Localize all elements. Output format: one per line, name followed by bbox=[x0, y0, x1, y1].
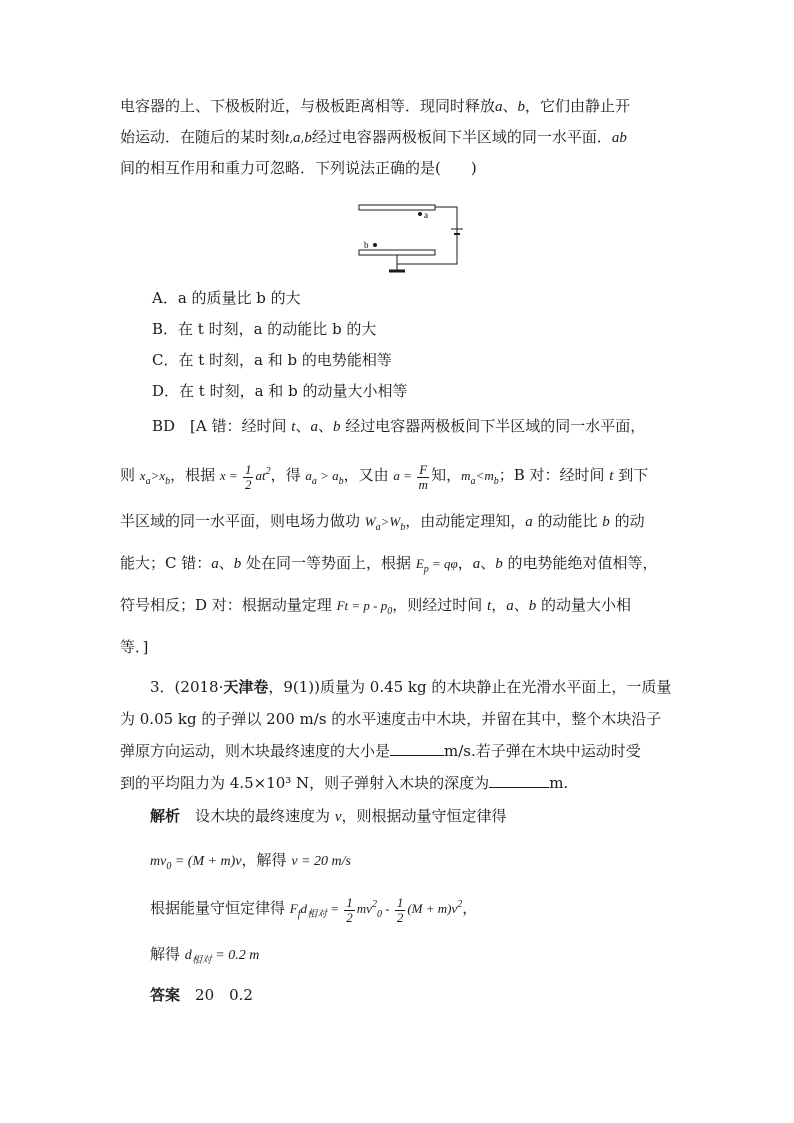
q2-stem-line3: 间的相互作用和重力可忽略．下列说法正确的是( ) bbox=[120, 159, 477, 177]
answer-value: 20 0.2 bbox=[195, 986, 253, 1004]
q3-line3 bbox=[120, 741, 641, 761]
text: 、 bbox=[502, 97, 518, 115]
q3-solution-line1 bbox=[150, 806, 507, 827]
text: 3．(2018· bbox=[150, 678, 224, 696]
var-a: a bbox=[310, 419, 318, 435]
text: 经过电容器两极板间下半区域的同一水平面． bbox=[311, 128, 612, 146]
text: ，则根据动量守恒定律得 bbox=[341, 807, 507, 825]
text: ， bbox=[457, 554, 473, 572]
text: ，解得 bbox=[241, 851, 292, 869]
particle-b bbox=[373, 243, 377, 247]
q2-stem-line2: 始运动．在随后的某时刻t,a,b经过电容器两极板间下半区域的同一水平面．ab bbox=[120, 128, 627, 146]
bottom-plate bbox=[359, 250, 435, 255]
text: ， bbox=[462, 899, 478, 917]
solution-label: 解析 bbox=[150, 807, 181, 825]
var-b: b bbox=[332, 419, 341, 435]
capacitor-figure bbox=[355, 190, 465, 280]
q3-line1 bbox=[150, 677, 671, 697]
text: ；B 对：经时间 bbox=[498, 466, 610, 484]
q3-line2: 为 0.05 kg 的子弹以 200 m/s 的水平速度击中木块，并留在其中，整个木块沿子 bbox=[120, 710, 662, 728]
q3-answer bbox=[150, 985, 253, 1005]
label-a: a bbox=[424, 210, 428, 220]
var-a: a bbox=[495, 99, 503, 115]
q3-solution-line4 bbox=[150, 944, 259, 971]
formula-d-result: $d_{相对} = 0.2$ m bbox=[184, 948, 260, 966]
text: ，则经过时间 bbox=[392, 596, 488, 614]
text: 的电势能绝对值相等， bbox=[502, 554, 658, 572]
var-b: b bbox=[602, 514, 610, 530]
text: ，根据 bbox=[170, 466, 220, 484]
formula-ma-lt-mb: $m_a<m_b$ bbox=[461, 468, 499, 487]
text: 电容器的上、下极板附近，与极板距离相等．现同时释放 bbox=[120, 97, 496, 115]
formula-x-half-at2: x = $\frac{1}{2}$ $at^2$ bbox=[219, 461, 271, 492]
q2-answer-line6: 等．] bbox=[120, 638, 149, 656]
var-ab: ab bbox=[611, 130, 627, 146]
var-b: b bbox=[517, 99, 526, 115]
text: ， bbox=[491, 596, 507, 614]
q2-answer-line1 bbox=[152, 416, 645, 437]
text: 始运动．在随后的某时刻 bbox=[120, 128, 286, 146]
text: ，由动能定理知， bbox=[405, 512, 526, 530]
var-t: t bbox=[285, 130, 290, 146]
option-c: C．在 t 时刻，a 和 b 的电势能相等 bbox=[152, 351, 392, 369]
label-b: b bbox=[364, 240, 369, 250]
q2-answer-line3 bbox=[120, 511, 645, 538]
formula-ep-q-phi: $E_p = q\varphi$ bbox=[415, 556, 458, 575]
text: ，9(1))质量为 0.45 kg 的木块静止在光滑水平面上，一质量 bbox=[268, 678, 672, 696]
text: 能大；C 错： bbox=[120, 554, 212, 572]
text: 设木块的最终速度为 bbox=[195, 807, 335, 825]
formula-v-result: v = 20 m/s bbox=[291, 854, 351, 869]
text: 的动能比 bbox=[532, 512, 603, 530]
text: ，得 bbox=[270, 466, 306, 484]
q3-solution-line2 bbox=[150, 850, 351, 877]
text: 弹原方向运动，则木块最终速度的大小是 bbox=[120, 742, 391, 760]
text: 根据能量守恒定律得 bbox=[150, 899, 290, 917]
text: m. bbox=[549, 774, 569, 792]
var-a: a bbox=[472, 556, 481, 572]
option-a: A．a 的质量比 b 的大 bbox=[152, 289, 301, 307]
answer-blank-1 bbox=[390, 741, 444, 756]
text: 、 bbox=[317, 417, 333, 435]
var-b: b bbox=[304, 130, 312, 146]
text: 经过电容器两极板间下半区域的同一水平面， bbox=[340, 417, 646, 435]
formula-aa-gt-ab: $a_a > a_b$ bbox=[305, 468, 344, 487]
text: BD [A 错：经时间 bbox=[152, 417, 292, 435]
text: m/s.若子弹在木块中运动时受 bbox=[444, 742, 641, 760]
option-b: B．在 t 时刻，a 的动能比 b 的大 bbox=[152, 320, 377, 338]
text: 、 bbox=[513, 596, 529, 614]
var-a: a bbox=[293, 130, 301, 146]
particle-a bbox=[418, 212, 422, 216]
q3-line4 bbox=[120, 773, 568, 793]
text: 、 bbox=[295, 417, 311, 435]
text: 半区域的同一水平面，则电场力做功 bbox=[120, 512, 365, 530]
var-t: t bbox=[487, 598, 492, 614]
option-d: D．在 t 时刻，a 和 b 的动量大小相等 bbox=[152, 382, 408, 400]
text: 到下 bbox=[613, 466, 649, 484]
text: 知， bbox=[431, 466, 462, 484]
var-b: b bbox=[528, 598, 537, 614]
answer-label: 答案 bbox=[150, 986, 181, 1004]
text: 、 bbox=[218, 554, 234, 572]
q2-answer-line4 bbox=[120, 553, 658, 580]
var-a: a bbox=[211, 556, 219, 572]
formula-momentum: $mv_0 = (M + m)v$ bbox=[150, 854, 242, 872]
var-b: b bbox=[495, 556, 503, 572]
q2-answer-line2 bbox=[120, 460, 648, 494]
var-t: t bbox=[609, 468, 614, 484]
text: 处在同一等势面上，根据 bbox=[241, 554, 416, 572]
text: 的动 bbox=[609, 512, 645, 530]
q3-solution-line3 bbox=[150, 891, 477, 929]
source-label: 天津卷 bbox=[223, 678, 269, 696]
var-a: a bbox=[506, 598, 514, 614]
text: 、 bbox=[480, 554, 496, 572]
formula-a-f-over-m: a = $\frac{F}{m}$ bbox=[393, 461, 428, 492]
text: 符号相反；D 对：根据动量定理 bbox=[120, 596, 337, 614]
text: ，又由 bbox=[343, 466, 394, 484]
q2-answer-line5 bbox=[120, 595, 631, 622]
text: 的动量大小相 bbox=[536, 596, 631, 614]
text: 到的平均阻力为 4.5×10³ N，则子弹射入木块的深度为 bbox=[120, 774, 490, 792]
var-v: v bbox=[334, 809, 342, 825]
var-a: a bbox=[525, 514, 533, 530]
var-t: t bbox=[291, 419, 296, 435]
text: 则 bbox=[120, 466, 140, 484]
answer-blank-2 bbox=[489, 773, 549, 788]
formula-energy: $F_fd_{相对}$ = $\frac{1}{2}$ $mv^2_0$ - $\frac{1}{2}$ $(M + m)v^2$ bbox=[289, 894, 463, 925]
var-b: b bbox=[233, 556, 242, 572]
text: 解得 bbox=[150, 945, 185, 963]
formula-wa-gt-wb: $W_a>W_b$ bbox=[364, 514, 406, 533]
formula-ft-p-p0: $Ft = p - p_0$ bbox=[336, 598, 393, 617]
formula-xa-gt-xb: $x_a>x_b$ bbox=[139, 468, 171, 487]
q2-stem-line1 bbox=[120, 96, 630, 117]
text: ，它们由静止开 bbox=[525, 97, 631, 115]
